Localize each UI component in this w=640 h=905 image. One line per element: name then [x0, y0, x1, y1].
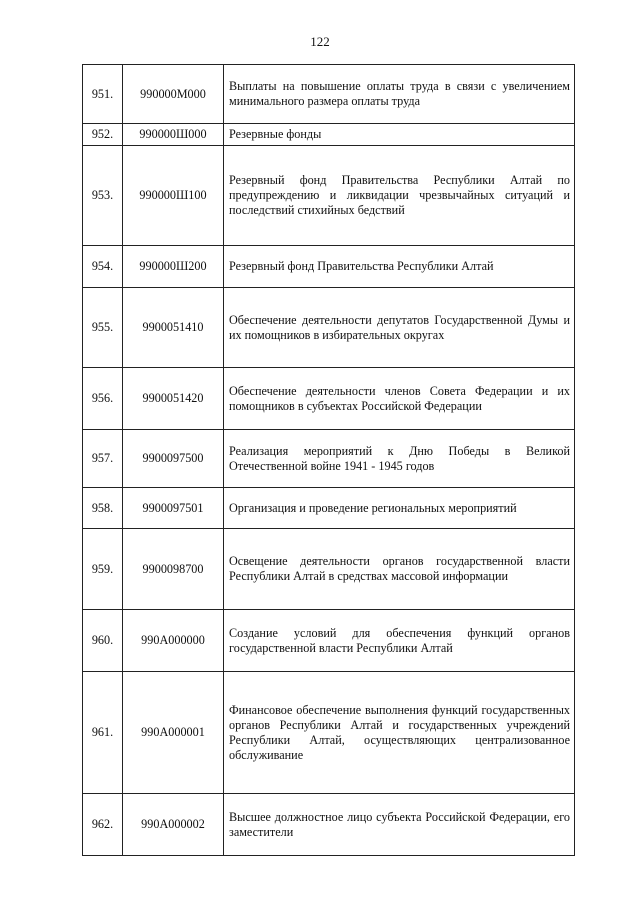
row-number: 960. — [83, 610, 123, 672]
row-number: 956. — [83, 368, 123, 430]
table-row — [83, 288, 575, 368]
row-number: 959. — [83, 529, 123, 610]
table-row — [83, 246, 575, 288]
row-description: Организация и проведение региональных мероприятий — [224, 488, 575, 529]
row-number: 955. — [83, 288, 123, 368]
row-code: 990000Ш000 — [123, 124, 224, 146]
row-code: 9900097500 — [123, 430, 224, 488]
table-row — [83, 488, 575, 529]
row-number: 953. — [83, 146, 123, 246]
row-code: 990А000002 — [123, 794, 224, 856]
row-code: 990000Ш100 — [123, 146, 224, 246]
row-number: 954. — [83, 246, 123, 288]
row-code: 990А000001 — [123, 672, 224, 794]
row-code: 9900097501 — [123, 488, 224, 529]
row-code: 9900098700 — [123, 529, 224, 610]
row-number: 952. — [83, 124, 123, 146]
table-row — [83, 146, 575, 246]
row-number: 962. — [83, 794, 123, 856]
row-number: 957. — [83, 430, 123, 488]
table-row — [83, 794, 575, 856]
row-code: 9900051410 — [123, 288, 224, 368]
row-description: Резервный фонд Правительства Республики Алтай по предупреждению и ликвидации чрезвычайных ситуаций и последствий стихийных бедствий — [224, 146, 575, 246]
row-description: Резервный фонд Правительства Республики Алтай — [224, 246, 575, 288]
table-row — [83, 529, 575, 610]
row-code: 990А000000 — [123, 610, 224, 672]
row-number: 958. — [83, 488, 123, 529]
row-code: 990000Ш200 — [123, 246, 224, 288]
row-description: Резервные фонды — [224, 124, 575, 146]
row-number: 951. — [83, 65, 123, 124]
table-row — [83, 124, 575, 146]
row-number: 961. — [83, 672, 123, 794]
row-description: Реализация мероприятий к Дню Победы в Великой Отечественной войне 1941 - 1945 годов — [224, 430, 575, 488]
row-description: Освещение деятельности органов государственной власти Республики Алтай в средствах массовой информации — [224, 529, 575, 610]
table-row — [83, 672, 575, 794]
row-description: Выплаты на повышение оплаты труда в связи с увеличением минимального размера оплаты труда — [224, 65, 575, 124]
table-row — [83, 610, 575, 672]
row-description: Обеспечение деятельности депутатов Государственной Думы и их помощников в избирательных округах — [224, 288, 575, 368]
page-number: 122 — [310, 34, 330, 49]
table-row — [83, 368, 575, 430]
row-description: Высшее должностное лицо субъекта Российской Федерации, его заместители — [224, 794, 575, 856]
table-row — [83, 430, 575, 488]
row-description: Обеспечение деятельности членов Совета Федерации и их помощников в субъектах Российской Федерации — [224, 368, 575, 430]
row-code: 990000М000 — [123, 65, 224, 124]
row-description: Создание условий для обеспечения функций органов государственной власти Республики Алтай — [224, 610, 575, 672]
budget-code-table — [82, 64, 575, 856]
table-row — [83, 65, 575, 124]
row-code: 9900051420 — [123, 368, 224, 430]
row-description: Финансовое обеспечение выполнения функций государственных органов Республики Алтай и государственных учреждений Республики Алтай, осуществляющих централизованное обслуживание — [224, 672, 575, 794]
